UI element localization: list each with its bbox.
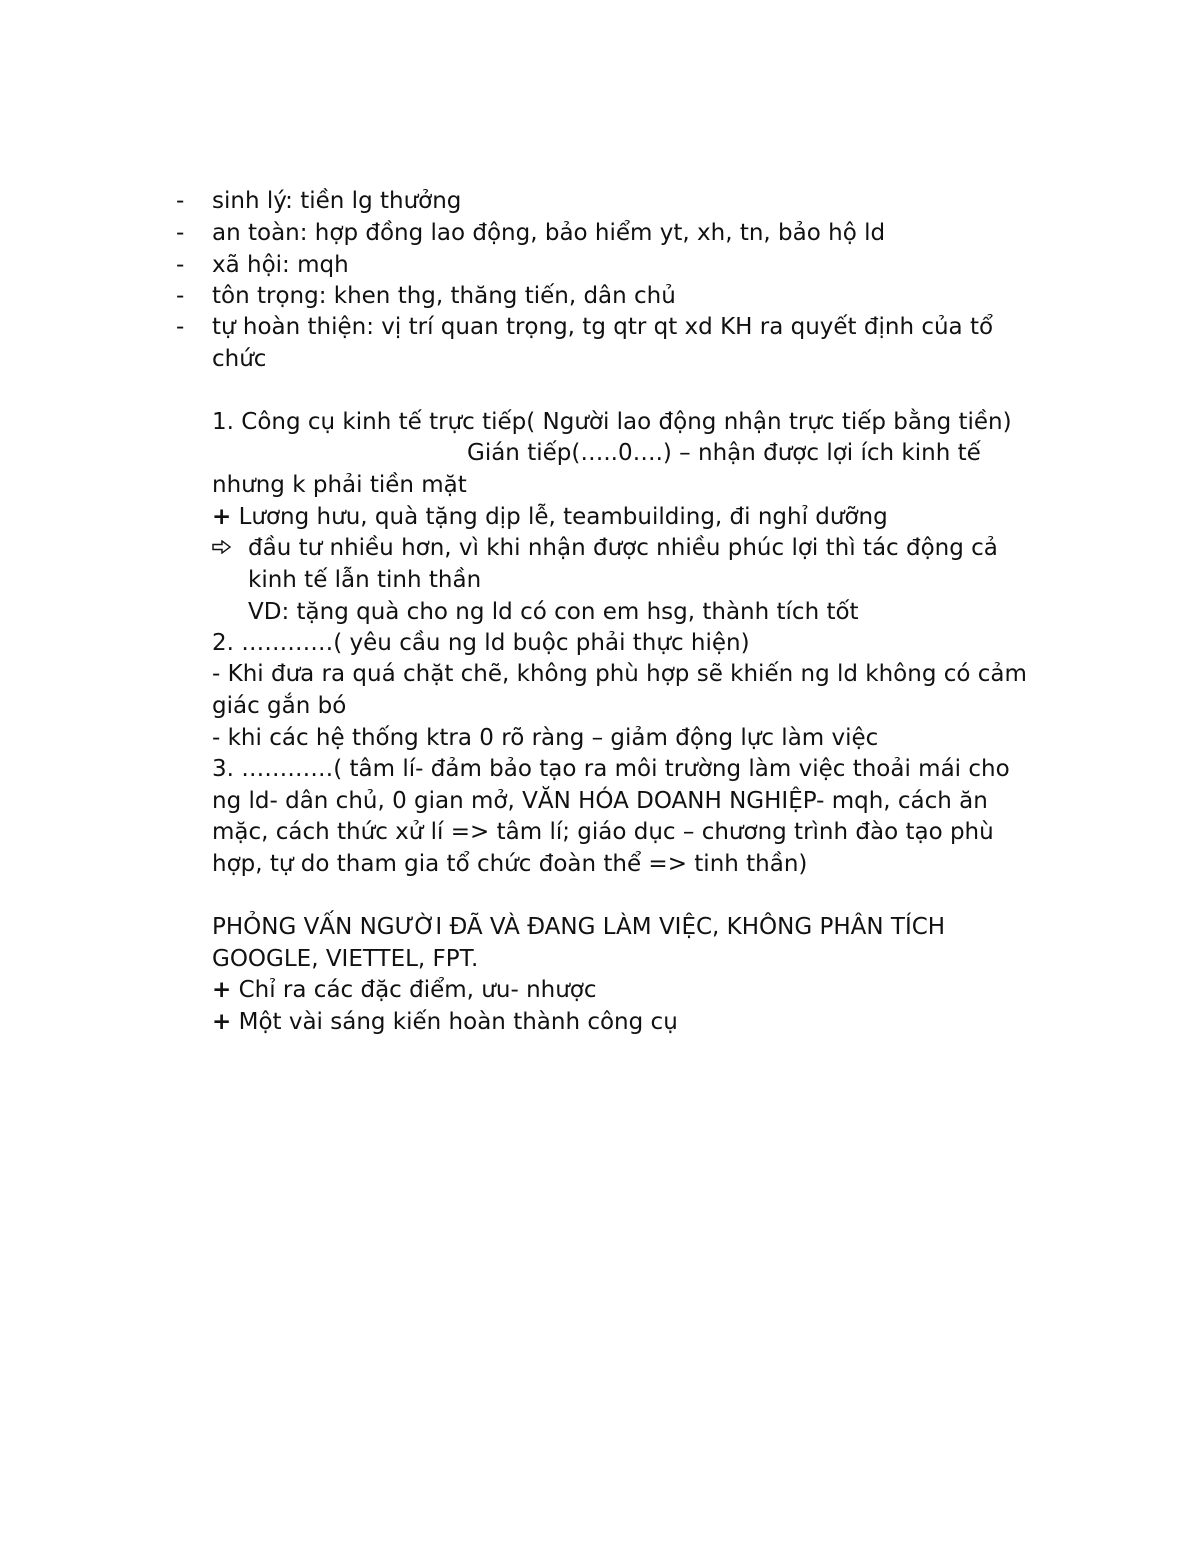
- task-plus-item-1: [212, 975, 597, 1007]
- plus-item-text: Một vài sáng kiến hoàn thành công cụ: [238, 1009, 678, 1035]
- task-heading: PHỎNG VẤN NGƯỜI ĐÃ VÀ ĐANG LÀM VIỆC, KHÔNG PHÂN TÍCH: [212, 914, 946, 940]
- hollow-right-arrow-icon: [212, 535, 232, 561]
- plus-item-text: Lương hưu, quà tặng dịp lễ, teambuilding, đi nghỉ dưỡng: [238, 504, 888, 530]
- section-3-line-3: mặc, cách thức xử lí => tâm lí; giáo dục – chương trình đào tạo phù: [212, 819, 994, 845]
- section-1-title: 1. Công cụ kinh tế trực tiếp( Người lao động nhận trực tiếp bằng tiền): [212, 409, 1012, 435]
- section-3-line-2: ng ld- dân chủ, 0 gian mở, VĂN HÓA DOANH NGHIỆP- mqh, cách ăn: [212, 788, 988, 814]
- task-heading-cont: GOOGLE, VIETTEL, FPT.: [212, 946, 479, 972]
- bullet-marker: -: [176, 314, 185, 340]
- bullet-item-safety: an toàn: hợp đồng lao động, bảo hiểm yt, xh, tn, bảo hộ ld: [212, 220, 886, 246]
- plus-marker: +: [212, 977, 232, 1003]
- bullet-marker: -: [176, 188, 185, 214]
- arrow-item-text: đầu tư nhiều hơn, vì khi nhận được nhiều phúc lợi thì tác động cả: [248, 535, 998, 561]
- section-2-point-2: - khi các hệ thống ktra 0 rõ ràng – giảm động lực làm việc: [212, 725, 879, 751]
- section-1-arrow-item: [212, 533, 232, 565]
- section-1-indirect: Gián tiếp(…..0….) – nhận được lợi ích kinh tế: [467, 440, 981, 466]
- bullet-item-self-actualization: tự hoàn thiện: vị trí quan trọng, tg qtr qt xd KH ra quyết định của tổ: [212, 314, 994, 340]
- section-2-point-1-cont: giác gắn bó: [212, 693, 347, 719]
- plus-item-text: Chỉ ra các đặc điểm, ưu- nhược: [238, 977, 597, 1003]
- section-3-line-4: hợp, tự do tham gia tổ chức đoàn thể => tinh thần): [212, 851, 808, 877]
- bullet-marker: -: [176, 220, 185, 246]
- section-2-title: 2. …………( yêu cầu ng ld buộc phải thực hiện): [212, 630, 750, 656]
- bullet-item-self-actualization-cont: chức: [212, 346, 267, 372]
- bullet-item-social: xã hội: mqh: [212, 252, 349, 278]
- bullet-marker: -: [176, 252, 185, 278]
- bullet-item-esteem: tôn trọng: khen thg, thăng tiến, dân chủ: [212, 283, 676, 309]
- bullet-marker: -: [176, 283, 185, 309]
- arrow-item-text-cont: kinh tế lẫn tinh thần: [248, 567, 482, 593]
- section-3-line-1: 3. …………( tâm lí- đảm bảo tạo ra môi trường làm việc thoải mái cho: [212, 756, 1010, 782]
- plus-marker: +: [212, 504, 232, 530]
- section-1-plus-item: [212, 502, 888, 534]
- section-1-example: VD: tặng quà cho ng ld có con em hsg, thành tích tốt: [248, 599, 859, 625]
- section-1-indirect-cont: nhưng k phải tiền mặt: [212, 472, 467, 498]
- bullet-item-physiological: sinh lý: tiền lg thưởng: [212, 188, 462, 214]
- plus-marker: +: [212, 1009, 232, 1035]
- section-2-point-1: - Khi đưa ra quá chặt chẽ, không phù hợp sẽ khiến ng ld không có cảm: [212, 661, 1027, 687]
- task-plus-item-2: [212, 1007, 678, 1039]
